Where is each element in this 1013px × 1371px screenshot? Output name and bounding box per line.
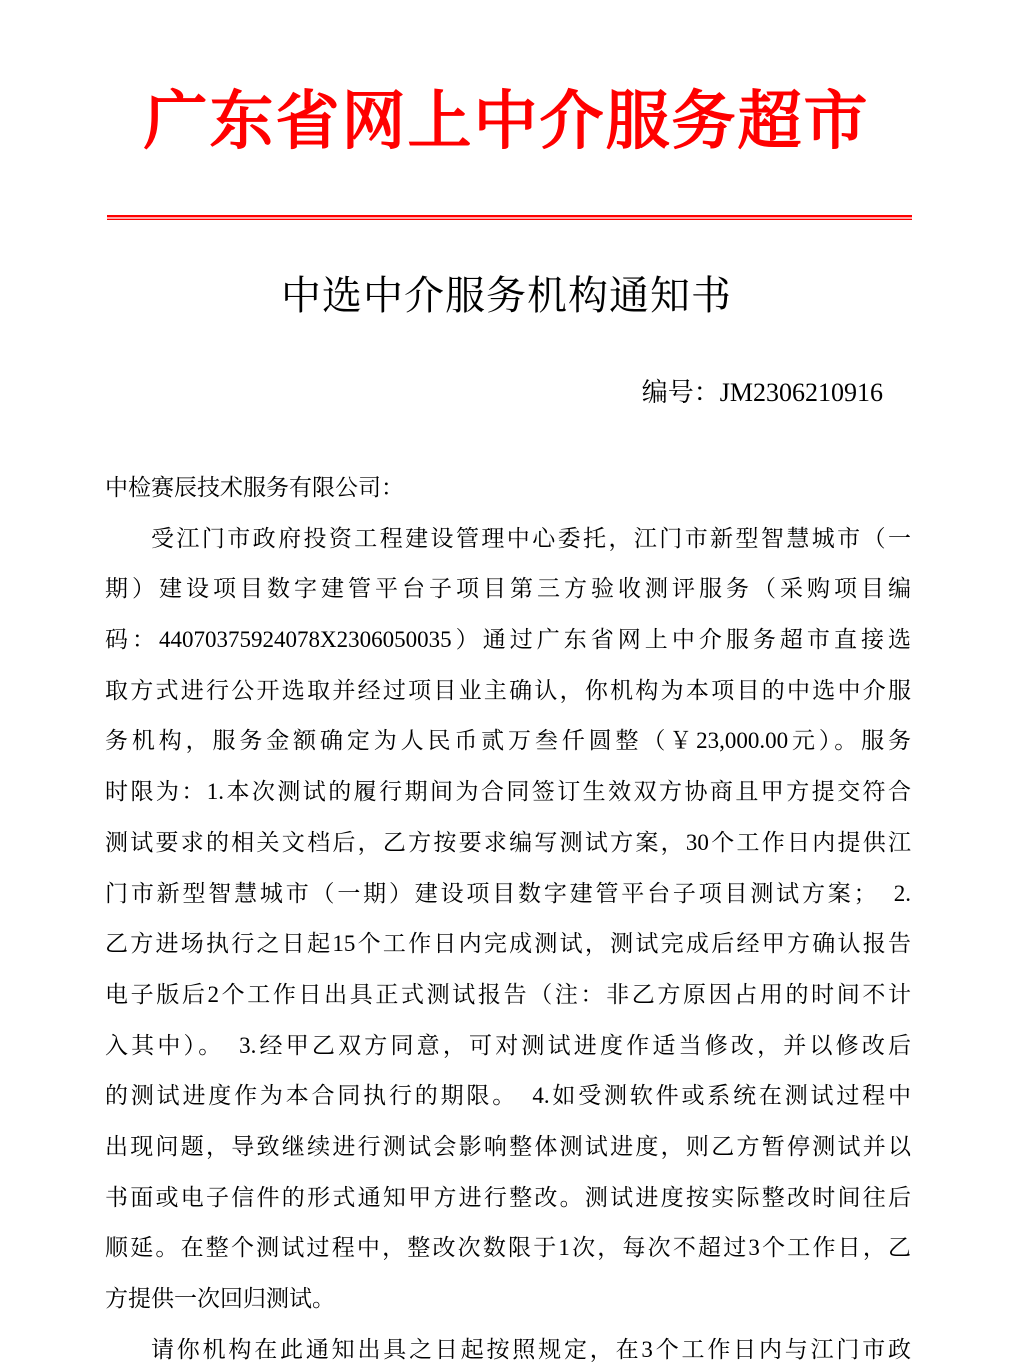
body-line: 门市新型智慧城市（一期）建设项目数字建管平台子项目测试方案； 2. [105, 880, 911, 906]
body-line: 测试要求的相关文档后，乙方按要求编写测试方案，30个工作日内提供江 [105, 829, 911, 855]
site-title: 广东省网上中介服务超市 [143, 86, 870, 157]
body-line: 电子版后2个工作日出具正式测试报告（注：非乙方原因占用的时间不计 [105, 981, 911, 1007]
body-line: 期）建设项目数字建管平台子项目第三方验收测评服务（采购项目编 [105, 576, 911, 602]
body-line: 方提供一次回归测试。 [105, 1286, 335, 1311]
body-line: 顺延。在整个测试过程中，整改次数限于1次，每次不超过3个工作日，乙 [105, 1235, 911, 1261]
body-line: 出现问题，导致继续进行测试会影响整体测试进度，则乙方暂停测试并以 [105, 1133, 911, 1159]
body-line: 乙方进场执行之日起15个工作日内完成测试，测试完成后经甲方确认报告 [105, 931, 911, 957]
body-line-salutation: 中检赛辰技术服务有限公司： [105, 475, 404, 500]
body-line: 入其中）。 3.经甲乙双方同意，可对测试进度作适当修改，并以修改后 [105, 1032, 911, 1058]
body-line: 书面或电子信件的形式通知甲方进行整改。测试进度按实际整改时间往后 [105, 1184, 911, 1210]
header-divider [107, 215, 912, 220]
body-line: 时限为：1.本次测试的履行期间为合同签订生效双方协商且甲方提交符合 [105, 779, 911, 805]
document-title: 中选中介服务机构通知书 [281, 273, 732, 318]
document-body [105, 463, 911, 1371]
body-line: 码：44070375924078X2306050035）通过广东省网上中介服务超市直接选 [105, 627, 911, 653]
body-line: 请你机构在此通知出具之日起按照规定，在3个工作日内与江门市政 [151, 1336, 911, 1362]
body-line: 受江门市政府投资工程建设管理中心委托，江门市新型智慧城市（一 [151, 525, 911, 551]
body-line: 取方式进行公开选取并经过项目业主确认，你机构为本项目的中选中介服 [105, 677, 911, 703]
reference-number: 编号：JM2306210916 [641, 378, 883, 407]
body-line: 务机构，服务金额确定为人民币贰万叁仟圆整（￥23,000.00元）。服务 [105, 728, 911, 754]
body-line: 的测试进度作为本合同执行的期限。 4.如受测软件或系统在测试过程中 [105, 1083, 911, 1109]
